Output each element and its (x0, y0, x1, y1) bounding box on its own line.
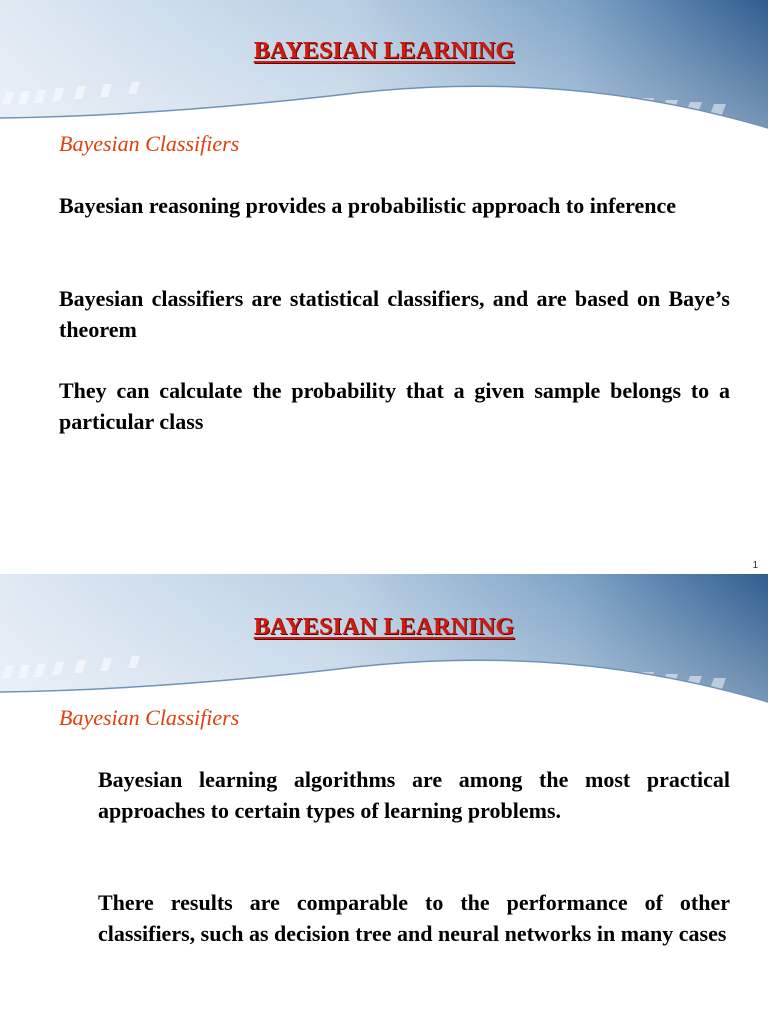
slide-banner (0, 0, 768, 130)
slide-title: BAYESIAN LEARNING (253, 38, 515, 64)
slide-title: BAYESIAN LEARNING (253, 614, 515, 640)
paragraph: There results are comparable to the performance of other classifiers, such as decision tree and neural networks in many cases (98, 890, 730, 946)
slide-subtitle: Bayesian Classifiers (59, 705, 240, 730)
slide-2 (0, 574, 768, 1024)
page-number: 1 (752, 560, 758, 571)
paragraph: Bayesian reasoning provides a probabilistic approach to inference (59, 193, 677, 218)
paragraph: Bayesian classifiers are statistical classifiers, and are based on Baye’s theorem (59, 286, 730, 342)
paragraph: They can calculate the probability that a given sample belongs to a particular class (59, 378, 730, 434)
slide-subtitle: Bayesian Classifiers (59, 131, 240, 156)
paragraph: Bayesian learning algorithms are among the most practical approaches to certain types of learning problems. (98, 767, 730, 823)
